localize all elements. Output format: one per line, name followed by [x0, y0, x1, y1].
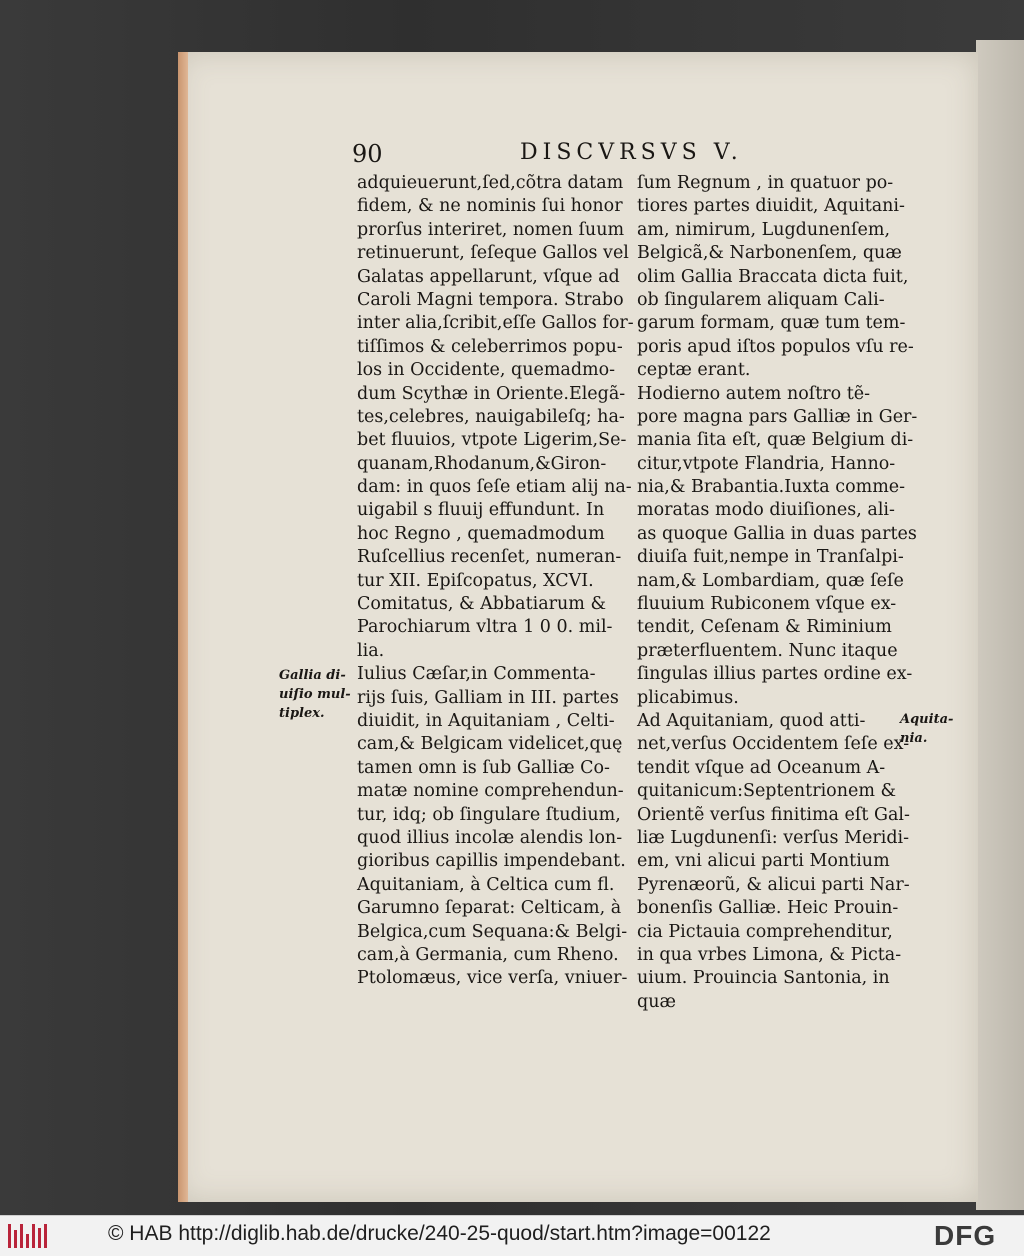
text-line: in qua vrbes Limona, & Picta- — [637, 944, 902, 965]
text-line: diuidit, in Aquitaniam , Celti- — [357, 710, 615, 731]
text-line: Pyrenæorũ, & alicui parti Nar- — [637, 874, 910, 895]
text-line: nia,& Brabantia.Iuxta comme- — [637, 477, 906, 498]
text-line: diuiſa fuit,nempe in Tranſalpi- — [637, 547, 904, 568]
text-line: ob ſingularem aliquam Cali- — [637, 289, 885, 310]
text-line: bet fluuios, vtpote Ligerim,Se- — [357, 430, 627, 451]
text-line: uium. Prouincia Santonia, in — [637, 968, 890, 989]
text-line: fluuium Rubiconem vſque ex- — [637, 594, 897, 615]
text-line: quitanicum:Septentrionem & — [637, 781, 897, 802]
right-text-column — [637, 172, 918, 1014]
text-line: tendit vſque ad Oceanum A- — [637, 757, 886, 778]
text-line: dum Scythæ in Oriente.Elegã- — [357, 383, 626, 404]
margin-note-line: nia. — [900, 731, 928, 746]
text-line: dam: in quos ſeſe etiam alij na- — [357, 477, 632, 498]
text-line: moratas modo diuiſiones, ali- — [637, 500, 895, 521]
left-text-column — [357, 172, 634, 991]
text-line: poris apud iſtos populos vſu re- — [637, 336, 914, 357]
text-line: Ptolomæus, vice verſa, vniuer- — [357, 968, 628, 989]
text-line: tendit, Ceſenam & Riminium — [637, 617, 892, 638]
text-line: prorſus interiret, nomen ſuum — [357, 219, 625, 240]
text-line: garum formam, quæ tum tem- — [637, 313, 906, 334]
text-line: uigabil s fluuij effundunt. In — [357, 500, 605, 521]
text-line: fidem, & ne nominis ſui honor — [357, 196, 623, 217]
text-line: cia Pictauia comprehenditur, — [637, 921, 893, 942]
text-line: net,verſus Occidentem ſeſe ex- — [637, 734, 910, 755]
text-line: cam,& Belgicam videlicet,quę — [357, 734, 623, 755]
text-line: am, nimirum, Lugdunenſem, — [637, 219, 891, 240]
text-line: citur,vtpote Flandria, Hanno- — [637, 453, 896, 474]
next-page-edge — [976, 40, 1024, 1210]
margin-note-line: uiſio mul- — [279, 687, 351, 702]
text-line: Caroli Magni tempora. Strabo — [357, 289, 624, 310]
text-line: lia. — [357, 640, 385, 661]
footer-copyright-link[interactable]: © HAB http://diglib.hab.de/drucke/240-25-quod/start.htm?image=00122 — [108, 1222, 771, 1245]
text-line: nam,& Lombardiam, quæ ſeſe — [637, 570, 904, 591]
text-line: olim Gallia Braccata dicta fuit, — [637, 266, 909, 287]
text-line: ſingulas illius partes ordine ex- — [637, 664, 913, 685]
text-line: tiſſimos & celeberrimos popu- — [357, 336, 623, 357]
text-line: tamen omn is ſub Galliæ Co- — [357, 757, 610, 778]
text-line: los in Occidente, quemadmo- — [357, 360, 616, 381]
text-line: inter alia,ſcribit,eſſe Gallos for- — [357, 313, 634, 334]
text-line: adquieuerunt,ſed,cõtra datam — [357, 173, 624, 193]
text-line: tur, idq; ob ſingulare ſtudium, — [357, 804, 621, 825]
text-line: quæ — [637, 991, 676, 1012]
running-head: DISCVRSVS V. — [520, 140, 743, 165]
margin-note-line: tiplex. — [279, 706, 325, 721]
text-line: retinuerunt, ſeſeque Gallos vel — [357, 243, 629, 264]
text-line: Belgica,cum Sequana:& Belgi- — [357, 921, 628, 942]
text-line: liæ Lugdunenſi: verſus Meridi- — [637, 827, 910, 848]
text-line: bonenſis Galliæ. Heic Prouin- — [637, 898, 899, 919]
text-line: ceptæ erant. — [637, 360, 751, 381]
text-line: matæ nomine comprehendun- — [357, 781, 624, 802]
text-line: em, vni alicui parti Montium — [637, 851, 890, 872]
footer-bar — [0, 1215, 1024, 1256]
text-line: ſum Regnum , in quatuor po- — [637, 173, 894, 193]
page-binding-strip — [178, 52, 188, 1202]
text-line: hoc Regno , quemadmodum — [357, 523, 605, 544]
margin-note-line: Aquita- — [900, 712, 954, 727]
text-line: Galatas appellarunt, vſque ad — [357, 266, 620, 287]
margin-note-aquitania — [900, 710, 953, 748]
text-line: cam,à Germania, cum Rheno. — [357, 944, 619, 965]
text-line: Iulius Cæſar,in Commenta- — [357, 664, 596, 685]
text-line: plicabimus. — [637, 687, 739, 708]
margin-note-gallia — [279, 666, 351, 723]
text-line: quod illius incolæ alendis lon- — [357, 827, 623, 848]
margin-note-line: Gallia di- — [279, 668, 346, 683]
text-line: tur XII. Epiſcopatus, XCVI. — [357, 570, 594, 591]
text-line: mania ſita eſt, quæ Belgium di- — [637, 430, 914, 451]
text-line: Belgicã,& Narbonenſem, quæ — [637, 243, 902, 264]
text-line: quanam,Rhodanum,&Giron- — [357, 453, 607, 474]
text-line: præterfluentem. Nunc itaque — [637, 640, 898, 661]
text-line: tiores partes diuidit, Aquitani- — [637, 196, 905, 217]
text-line: Garumno ſeparat: Celticam, à — [357, 898, 622, 919]
page-number: 90 — [352, 140, 383, 168]
text-line: Hodierno autem noſtro tẽ- — [637, 383, 871, 404]
text-line: Comitatus, & Abbatiarum & — [357, 594, 607, 615]
text-line: Ad Aquitaniam, quod atti- — [637, 710, 866, 731]
text-line: pore magna pars Galliæ in Ger- — [637, 406, 918, 427]
text-line: Orientẽ verſus finitima eſt Gal- — [637, 804, 910, 825]
text-line: Aquitaniam, à Celtica cum fl. — [357, 874, 615, 895]
text-line: Parochiarum vltra 1 0 0. mil- — [357, 617, 613, 638]
text-line: rijs ſuis, Galliam in III. partes — [357, 687, 619, 708]
dfg-logo: DFG — [934, 1220, 997, 1251]
text-line: gioribus capillis impendebant. — [357, 851, 626, 872]
text-line: as quoque Gallia in duas partes — [637, 523, 917, 544]
hab-logo-icon — [8, 1224, 48, 1248]
text-line: Ruſcellius recenſet, numeran- — [357, 547, 622, 568]
text-line: tes,celebres, nauigabileſq; ha- — [357, 406, 625, 427]
